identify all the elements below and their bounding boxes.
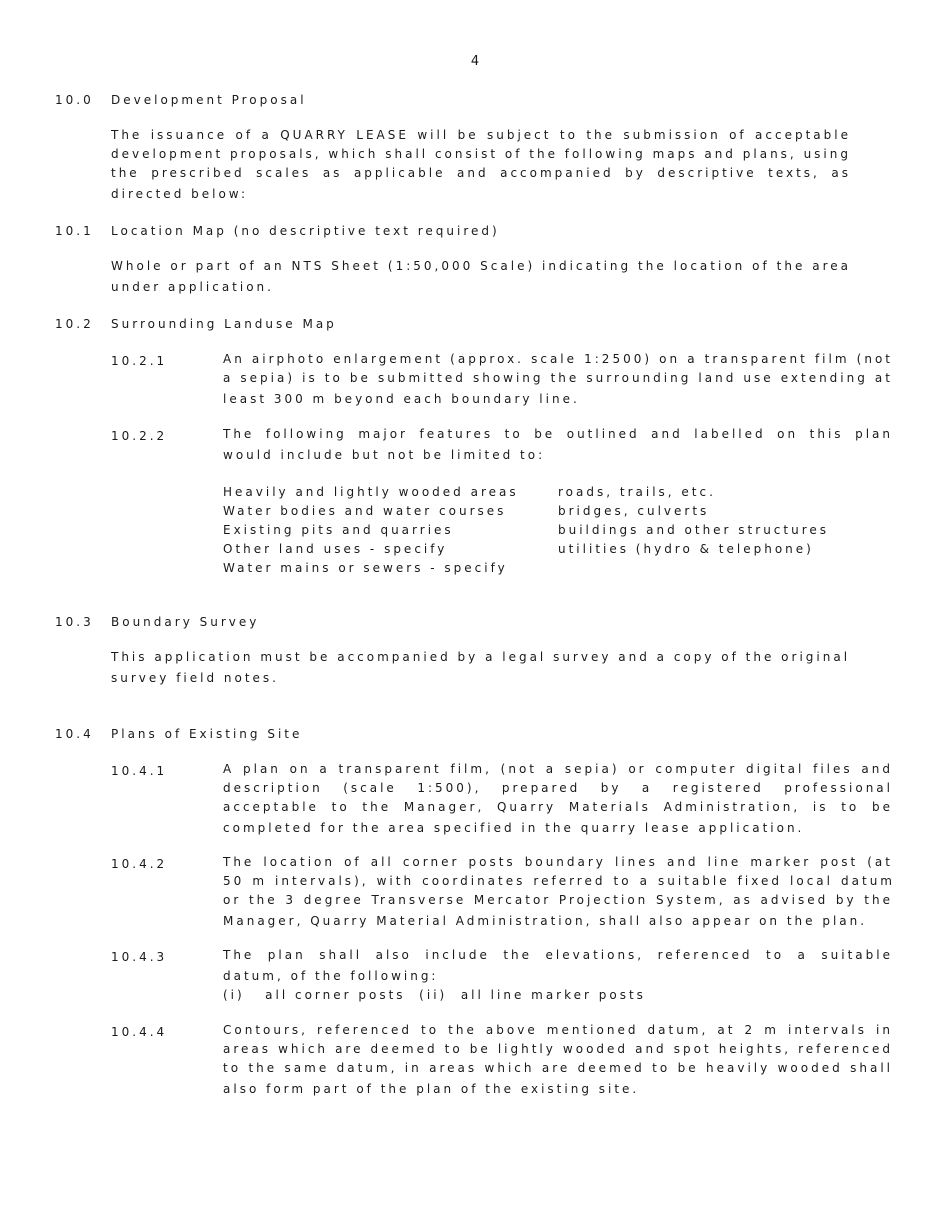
body-line: Manager, Quarry Material Administration, shall also appear on the plan. (223, 914, 868, 928)
body-line: or the 3 degree Transverse Mercator Projection System, as advised by the (223, 893, 893, 907)
body-line: (i) all corner posts (ii) all line marker posts (223, 988, 646, 1002)
body-line: would include but not be limited to: (223, 448, 546, 462)
section-title: Location Map (no descriptive text required) (111, 224, 500, 238)
subsection-number: 10.4.4 (111, 1025, 168, 1039)
feature-item: Existing pits and quarries (223, 523, 454, 537)
body-line: description (scale 1:500), prepared by a registered professional (223, 781, 893, 795)
section-title: Plans of Existing Site (111, 727, 303, 741)
section-number: 10.4 (55, 727, 94, 741)
subsection-number: 10.2.2 (111, 429, 168, 443)
body-line: Contours, referenced to the above mentioned datum, at 2 m intervals in (223, 1023, 893, 1037)
feature-item: roads, trails, etc. (558, 485, 716, 499)
body-line: datum, of the following: (223, 969, 439, 983)
body-line: to the same datum, in areas which are deemed to be heavily wooded shall (223, 1061, 893, 1075)
body-line: a sepia) is to be submitted showing the surrounding land use extending at (223, 371, 893, 385)
section-number: 10.3 (55, 615, 94, 629)
body-line: acceptable to the Manager, Quarry Materials Administration, is to be (223, 800, 893, 814)
section-title: Development Proposal (111, 93, 307, 107)
body-line: least 300 m beyond each boundary line. (223, 392, 580, 406)
body-line: survey field notes. (111, 671, 279, 685)
page-number: 4 (470, 54, 480, 69)
body-line: The following major features to be outlined and labelled on this plan (223, 427, 893, 441)
body-line: This application must be accompanied by a legal survey and a copy of the original (111, 650, 851, 664)
body-line: The plan shall also include the elevations, referenced to a suitable (223, 948, 893, 962)
section-number: 10.0 (55, 93, 94, 107)
section-title: Surrounding Landuse Map (111, 317, 337, 331)
subsection-number: 10.4.3 (111, 950, 168, 964)
feature-item: Heavily and lightly wooded areas (223, 485, 519, 499)
body-line: areas which are deemed to be lightly wooded and spot heights, referenced (223, 1042, 893, 1056)
subsection-number: 10.2.1 (111, 354, 168, 368)
body-line: the prescribed scales as applicable and accompanied by descriptive texts, as (111, 166, 851, 180)
section-number: 10.2 (55, 317, 94, 331)
feature-item: buildings and other structures (558, 523, 830, 537)
body-line: The location of all corner posts boundary lines and line marker post (at (223, 855, 893, 869)
feature-item: bridges, culverts (558, 504, 710, 518)
body-line: completed for the area specified in the quarry lease application. (223, 821, 805, 835)
feature-item: utilities (hydro & telephone) (558, 542, 814, 556)
body-line: The issuance of a QUARRY LEASE will be subject to the submission of acceptable (111, 128, 851, 142)
section-title: Boundary Survey (111, 615, 260, 629)
body-line: development proposals, which shall consist of the following maps and plans, using (111, 147, 851, 161)
subsection-number: 10.4.1 (111, 764, 168, 778)
body-line: Whole or part of an NTS Sheet (1:50,000 Scale) indicating the location of the area (111, 259, 851, 273)
feature-item: Water bodies and water courses (223, 504, 507, 518)
body-line: 50 m intervals), with coordinates referred to a suitable fixed local datum (223, 874, 895, 888)
body-line: also form part of the plan of the existing site. (223, 1082, 640, 1096)
feature-item: Water mains or sewers - specify (223, 561, 508, 575)
body-line: An airphoto enlargement (approx. scale 1:2500) on a transparent film (not (223, 352, 893, 366)
subsection-number: 10.4.2 (111, 857, 168, 871)
body-line: A plan on a transparent film, (not a sepia) or computer digital files and (223, 762, 893, 776)
section-number: 10.1 (55, 224, 94, 238)
body-line: under application. (111, 280, 274, 294)
feature-item: Other land uses - specify (223, 542, 448, 556)
body-line: directed below: (111, 187, 248, 201)
